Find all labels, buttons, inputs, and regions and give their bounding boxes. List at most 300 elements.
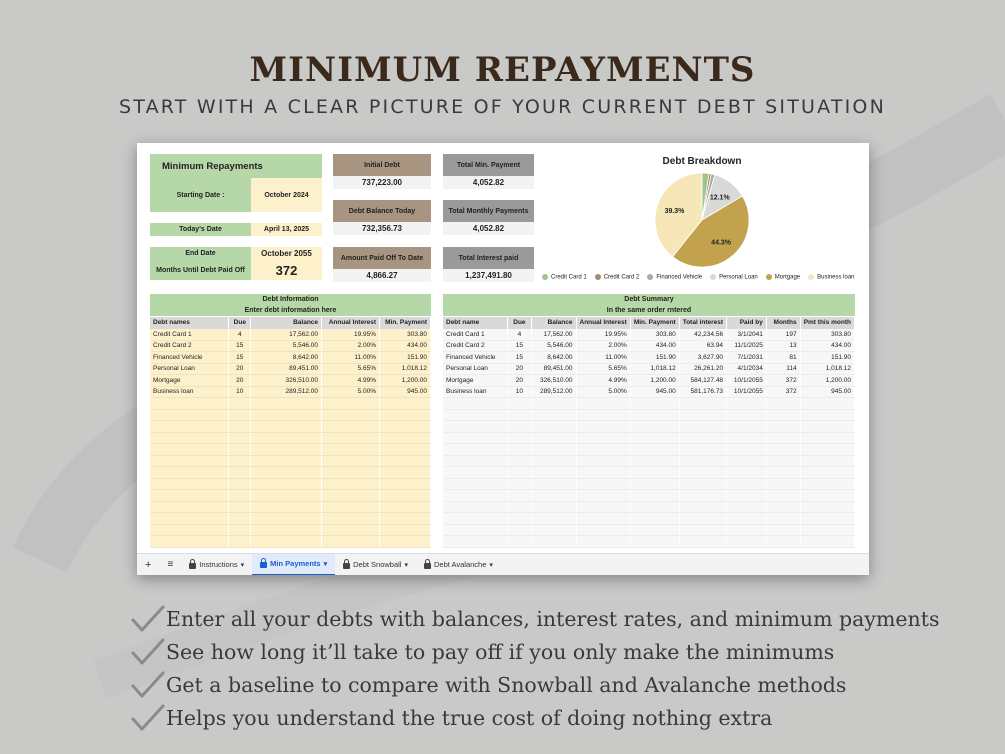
debt-summary-empty-cell[interactable] (766, 444, 800, 456)
debt-info-empty-cell[interactable] (150, 524, 229, 536)
debt-info-empty-cell[interactable] (251, 455, 322, 467)
debt-info-empty-cell[interactable] (229, 432, 251, 444)
debt-summary-empty-cell[interactable] (508, 421, 532, 433)
debt-info-cell[interactable]: 5.00% (322, 386, 380, 398)
debt-summary-cell[interactable]: 3/1/2041 (727, 329, 767, 341)
debt-summary-cell[interactable]: 10 (508, 386, 532, 398)
debt-info-cell[interactable]: 1,018.12 (380, 363, 431, 375)
debt-summary-empty-cell[interactable] (443, 444, 508, 456)
empty-row (443, 513, 855, 525)
debt-info-cell[interactable]: Business loan (150, 386, 229, 398)
debt-info-empty-cell[interactable] (380, 444, 431, 456)
debt-summary-cell[interactable]: 434.00 (630, 340, 679, 352)
debt-info-cell[interactable]: 326,510.00 (251, 375, 322, 387)
debt-info-empty-cell[interactable] (150, 409, 229, 421)
debt-info-empty-cell[interactable] (322, 536, 380, 548)
todays-date-value: April 13, 2025 (251, 223, 322, 236)
debt-info-empty-cell[interactable] (229, 467, 251, 479)
debt-info-empty-cell[interactable] (229, 444, 251, 456)
debt-summary-cell[interactable]: 4.99% (576, 375, 630, 387)
debt-info-empty-cell[interactable] (322, 501, 380, 513)
debt-info-empty-cell[interactable] (322, 421, 380, 433)
empty-row (150, 536, 431, 548)
debt-summary-cell[interactable]: 581,176.73 (679, 386, 726, 398)
debt-summary-empty-cell[interactable] (766, 490, 800, 502)
debt-summary-col-header: Due (508, 317, 532, 329)
debt-info-empty-cell[interactable] (380, 536, 431, 548)
debt-summary-empty-cell[interactable] (800, 421, 854, 433)
chevron-down-icon[interactable]: ▾ (404, 561, 408, 569)
debt-info-cell[interactable]: 10 (229, 386, 251, 398)
debt-summary-empty-cell[interactable] (679, 421, 726, 433)
debt-summary-empty-cell[interactable] (508, 432, 532, 444)
debt-info-col-header: Annual Interest (322, 317, 380, 329)
tab-debt-snowball[interactable] (335, 554, 416, 576)
debt-summary-cell[interactable]: 584,127.48 (679, 375, 726, 387)
debt-info-empty-cell[interactable] (229, 490, 251, 502)
debt-summary-cell[interactable]: 151.90 (800, 352, 854, 364)
debt-summary-empty-cell[interactable] (727, 444, 767, 456)
feature-bullet (130, 635, 970, 668)
tab-instructions[interactable] (181, 554, 252, 576)
debt-info-empty-cell[interactable] (322, 513, 380, 525)
debt-info-empty-cell[interactable] (229, 398, 251, 410)
table-row (443, 363, 855, 375)
tab-min-payments[interactable] (252, 554, 335, 576)
debt-summary-empty-cell[interactable] (630, 444, 679, 456)
debt-summary-empty-cell[interactable] (531, 409, 576, 421)
debt-info-empty-cell[interactable] (229, 478, 251, 490)
debt-info-empty-cell[interactable] (322, 409, 380, 421)
debt-summary-empty-cell[interactable] (443, 513, 508, 525)
debt-info-empty-cell[interactable] (150, 536, 229, 548)
debt-summary-cell[interactable]: 1,200.00 (630, 375, 679, 387)
debt-summary-empty-cell[interactable] (531, 524, 576, 536)
debt-summary-cell[interactable]: 5.65% (576, 363, 630, 375)
debt-summary-empty-cell[interactable] (727, 409, 767, 421)
debt-info-empty-cell[interactable] (150, 513, 229, 525)
debt-summary-empty-cell[interactable] (766, 513, 800, 525)
debt-info-empty-cell[interactable] (322, 398, 380, 410)
debt-summary-empty-cell[interactable] (508, 444, 532, 456)
debt-info-empty-cell[interactable] (380, 478, 431, 490)
debt-info-cell[interactable]: 8,642.00 (251, 352, 322, 364)
debt-summary-cell[interactable]: 5,546.00 (531, 340, 576, 352)
debt-info-cell[interactable]: 89,451.00 (251, 363, 322, 375)
starting-date-value[interactable]: October 2024 (251, 178, 322, 212)
debt-info-empty-cell[interactable] (380, 524, 431, 536)
debt-info-cell[interactable]: 11.00% (322, 352, 380, 364)
debt-summary-empty-cell[interactable] (727, 536, 767, 548)
debt-summary-empty-cell[interactable] (531, 478, 576, 490)
debt-summary-empty-cell[interactable] (800, 501, 854, 513)
debt-summary-cell[interactable]: 10/1/2055 (727, 375, 767, 387)
debt-info-empty-cell[interactable] (380, 398, 431, 410)
debt-summary-cell[interactable]: 4/1/2034 (727, 363, 767, 375)
chevron-down-icon[interactable]: ▾ (489, 561, 493, 569)
debt-summary-cell[interactable]: 114 (766, 363, 800, 375)
debt-summary-cell[interactable]: 1,018.12 (800, 363, 854, 375)
debt-summary-empty-cell[interactable] (679, 524, 726, 536)
debt-summary-empty-cell[interactable] (679, 490, 726, 502)
debt-info-cell[interactable]: 945.00 (380, 386, 431, 398)
debt-summary-empty-cell[interactable] (727, 490, 767, 502)
debt-summary-empty-cell[interactable] (679, 444, 726, 456)
debt-summary-cell[interactable]: 42,234.56 (679, 329, 726, 341)
debt-summary-empty-cell[interactable] (443, 455, 508, 467)
debt-summary-cell[interactable]: 13 (766, 340, 800, 352)
legend-item (647, 274, 702, 281)
debt-summary-empty-cell[interactable] (531, 455, 576, 467)
debt-summary-empty-cell[interactable] (800, 455, 854, 467)
debt-summary-cell[interactable]: Personal Loan (443, 363, 508, 375)
debt-summary-empty-cell[interactable] (630, 490, 679, 502)
debt-summary-cell[interactable]: 1,200.00 (800, 375, 854, 387)
debt-info-empty-cell[interactable] (322, 432, 380, 444)
debt-summary-cell[interactable]: 303.80 (800, 329, 854, 341)
debt-info-empty-cell[interactable] (380, 455, 431, 467)
debt-summary-empty-cell[interactable] (800, 398, 854, 410)
debt-summary-empty-cell[interactable] (531, 398, 576, 410)
debt-summary-empty-cell[interactable] (576, 536, 630, 548)
debt-summary-empty-cell[interactable] (630, 409, 679, 421)
debt-summary-col-header: Paid by (727, 317, 767, 329)
debt-summary-empty-cell[interactable] (576, 444, 630, 456)
debt-summary-cell[interactable]: 20 (508, 375, 532, 387)
debt-info-cell[interactable]: 5.65% (322, 363, 380, 375)
debt-info-empty-cell[interactable] (229, 513, 251, 525)
debt-summary-cell[interactable]: 89,451.00 (531, 363, 576, 375)
debt-summary-empty-cell[interactable] (443, 432, 508, 444)
debt-summary-empty-cell[interactable] (531, 513, 576, 525)
debt-summary-empty-cell[interactable] (800, 444, 854, 456)
debt-summary-empty-cell[interactable] (508, 467, 532, 479)
debt-summary-empty-cell[interactable] (727, 524, 767, 536)
debt-info-empty-cell[interactable] (322, 478, 380, 490)
debt-summary-empty-cell[interactable] (508, 478, 532, 490)
debt-info-empty-cell[interactable] (251, 524, 322, 536)
tab-label: Instructions (199, 560, 238, 569)
debt-info-empty-cell[interactable] (251, 501, 322, 513)
debt-info-empty-cell[interactable] (150, 467, 229, 479)
debt-summary-empty-cell[interactable] (727, 513, 767, 525)
debt-summary-cell[interactable]: 81 (766, 352, 800, 364)
spreadsheet-window (137, 143, 869, 575)
debt-info-cell[interactable]: 20 (229, 363, 251, 375)
debt-summary-empty-cell[interactable] (576, 398, 630, 410)
debt-info-cell[interactable]: 4.99% (322, 375, 380, 387)
debt-info-cell[interactable]: Credit Card 1 (150, 329, 229, 341)
debt-summary-empty-cell[interactable] (576, 421, 630, 433)
debt-info-empty-cell[interactable] (229, 455, 251, 467)
debt-summary-cell[interactable]: Credit Card 2 (443, 340, 508, 352)
debt-info-cell[interactable]: Mortgage (150, 375, 229, 387)
debt-summary-cell[interactable]: 5.00% (576, 386, 630, 398)
debt-summary-cell[interactable]: 63.94 (679, 340, 726, 352)
debt-summary-empty-cell[interactable] (443, 478, 508, 490)
debt-info-empty-cell[interactable] (150, 398, 229, 410)
debt-summary-empty-cell[interactable] (727, 398, 767, 410)
debt-summary-empty-cell[interactable] (443, 398, 508, 410)
debt-summary-empty-cell[interactable] (576, 409, 630, 421)
debt-info-empty-cell[interactable] (380, 501, 431, 513)
debt-info-cell[interactable]: 15 (229, 340, 251, 352)
debt-summary-empty-cell[interactable] (630, 467, 679, 479)
debt-info-cell[interactable]: 5,546.00 (251, 340, 322, 352)
debt-summary-empty-cell[interactable] (630, 398, 679, 410)
debt-info-empty-cell[interactable] (150, 432, 229, 444)
debt-summary-empty-cell[interactable] (800, 409, 854, 421)
debt-summary-empty-cell[interactable] (531, 432, 576, 444)
debt-summary-cell[interactable]: 7/1/2031 (727, 352, 767, 364)
debt-info-empty-cell[interactable] (251, 478, 322, 490)
debt-summary-empty-cell[interactable] (766, 524, 800, 536)
debt-summary-empty-cell[interactable] (508, 501, 532, 513)
debt-summary-cell[interactable]: 372 (766, 386, 800, 398)
debt-summary-cell[interactable]: 372 (766, 375, 800, 387)
empty-row (443, 455, 855, 467)
debt-info-cell[interactable]: 303.80 (380, 329, 431, 341)
debt-summary-empty-cell[interactable] (679, 513, 726, 525)
debt-summary-empty-cell[interactable] (508, 455, 532, 467)
debt-summary-cell[interactable]: 945.00 (800, 386, 854, 398)
debt-info-empty-cell[interactable] (380, 432, 431, 444)
debt-summary-empty-cell[interactable] (576, 467, 630, 479)
debt-summary-empty-cell[interactable] (443, 467, 508, 479)
debt-summary-empty-cell[interactable] (630, 478, 679, 490)
debt-summary-cell[interactable]: 10/1/2055 (727, 386, 767, 398)
debt-summary-empty-cell[interactable] (576, 524, 630, 536)
debt-summary-cell[interactable]: Credit Card 1 (443, 329, 508, 341)
sheet-title: Minimum Repayments (162, 160, 263, 172)
empty-row (150, 409, 431, 421)
debt-summary-empty-cell[interactable] (679, 501, 726, 513)
debt-summary-empty-cell[interactable] (576, 490, 630, 502)
legend-label: Business loan (817, 274, 855, 281)
debt-info-empty-cell[interactable] (150, 490, 229, 502)
debt-summary-empty-cell[interactable] (800, 490, 854, 502)
chevron-down-icon[interactable]: ▾ (240, 561, 245, 569)
debt-summary-empty-cell[interactable] (576, 513, 630, 525)
debt-info-cell[interactable]: 19.95% (322, 329, 380, 341)
debt-summary-empty-cell[interactable] (531, 536, 576, 548)
debt-info-cell[interactable]: 15 (229, 352, 251, 364)
debt-info-cell[interactable]: 20 (229, 375, 251, 387)
debt-summary-empty-cell[interactable] (800, 478, 854, 490)
total-monthly-value: 4,052.82 (443, 222, 534, 235)
debt-summary-empty-cell[interactable] (576, 455, 630, 467)
debt-summary-cell[interactable]: 326,510.00 (531, 375, 576, 387)
debt-summary-empty-cell[interactable] (630, 513, 679, 525)
debt-info-empty-cell[interactable] (322, 490, 380, 502)
debt-summary-empty-cell[interactable] (443, 409, 508, 421)
debt-summary-empty-cell[interactable] (443, 501, 508, 513)
starting-date-label: Starting Date : (150, 178, 251, 212)
debt-info-empty-cell[interactable] (229, 536, 251, 548)
debt-summary-empty-cell[interactable] (679, 455, 726, 467)
debt-summary-empty-cell[interactable] (630, 501, 679, 513)
debt-summary-empty-cell[interactable] (679, 432, 726, 444)
debt-info-cell[interactable]: 17,562.00 (251, 329, 322, 341)
empty-row (150, 421, 431, 433)
debt-info-empty-cell[interactable] (251, 513, 322, 525)
debt-summary-cell[interactable]: 20 (508, 363, 532, 375)
debt-summary-empty-cell[interactable] (679, 478, 726, 490)
debt-summary-cell[interactable]: 289,512.00 (531, 386, 576, 398)
debt-info-empty-cell[interactable] (380, 421, 431, 433)
debt-summary-empty-cell[interactable] (679, 536, 726, 548)
legend-item (808, 274, 854, 281)
debt-info-empty-cell[interactable] (150, 421, 229, 433)
debt-info-empty-cell[interactable] (251, 398, 322, 410)
debt-summary-empty-cell[interactable] (800, 467, 854, 479)
debt-summary-cell[interactable]: 8,642.00 (531, 352, 576, 364)
debt-summary-cell[interactable]: Business loan (443, 386, 508, 398)
debt-info-cell[interactable]: 289,512.00 (251, 386, 322, 398)
tab-debt-avalanche[interactable] (416, 554, 501, 576)
debt-info-empty-cell[interactable] (251, 421, 322, 433)
debt-info-empty-cell[interactable] (229, 524, 251, 536)
debt-summary-empty-cell[interactable] (630, 536, 679, 548)
debt-summary-empty-cell[interactable] (630, 432, 679, 444)
debt-summary-empty-cell[interactable] (766, 398, 800, 410)
debt-summary-empty-cell[interactable] (508, 409, 532, 421)
debt-info-empty-cell[interactable] (150, 501, 229, 513)
debt-summary-empty-cell[interactable] (800, 536, 854, 548)
debt-summary-header: Debt Summary (443, 294, 855, 305)
debt-summary-empty-cell[interactable] (576, 501, 630, 513)
debt-info-cell[interactable]: 1,200.00 (380, 375, 431, 387)
debt-summary-empty-cell[interactable] (630, 455, 679, 467)
debt-summary-cell[interactable]: 26,261.20 (679, 363, 726, 375)
debt-summary-empty-cell[interactable] (679, 398, 726, 410)
debt-info-empty-cell[interactable] (150, 455, 229, 467)
debt-summary-cell[interactable]: 945.00 (630, 386, 679, 398)
debt-summary-empty-cell[interactable] (531, 490, 576, 502)
debt-summary-empty-cell[interactable] (531, 467, 576, 479)
debt-summary-empty-cell[interactable] (727, 467, 767, 479)
debt-summary-empty-cell[interactable] (576, 478, 630, 490)
debt-summary-empty-cell[interactable] (443, 524, 508, 536)
debt-info-cell[interactable]: Financed Vehicle (150, 352, 229, 364)
debt-summary-empty-cell[interactable] (766, 409, 800, 421)
debt-summary-empty-cell[interactable] (443, 536, 508, 548)
debt-summary-cell[interactable]: 1,018.12 (630, 363, 679, 375)
debt-summary-empty-cell[interactable] (727, 421, 767, 433)
debt-summary-empty-cell[interactable] (766, 432, 800, 444)
debt-info-empty-cell[interactable] (380, 490, 431, 502)
debt-summary-empty-cell[interactable] (727, 501, 767, 513)
debt-info-cell[interactable]: 434.00 (380, 340, 431, 352)
debt-summary-empty-cell[interactable] (630, 421, 679, 433)
debt-summary-empty-cell[interactable] (443, 490, 508, 502)
add-sheet-button[interactable]: + (145, 558, 152, 571)
debt-summary-empty-cell[interactable] (766, 536, 800, 548)
debt-summary-cell[interactable]: 11/1/2025 (727, 340, 767, 352)
debt-summary-cell[interactable]: 197 (766, 329, 800, 341)
debt-summary-empty-cell[interactable] (679, 467, 726, 479)
debt-info-empty-cell[interactable] (150, 444, 229, 456)
chevron-down-icon[interactable]: ▾ (323, 560, 328, 568)
debt-summary-empty-cell[interactable] (508, 536, 532, 548)
debt-summary-empty-cell[interactable] (508, 524, 532, 536)
debt-info-empty-cell[interactable] (322, 467, 380, 479)
debt-summary-empty-cell[interactable] (508, 490, 532, 502)
debt-info-empty-cell[interactable] (251, 409, 322, 421)
debt-summary-cell[interactable]: 4 (508, 329, 532, 341)
debt-info-cell[interactable]: Credit Card 2 (150, 340, 229, 352)
debt-info-empty-cell[interactable] (380, 467, 431, 479)
debt-info-empty-cell[interactable] (322, 524, 380, 536)
debt-summary-empty-cell[interactable] (531, 421, 576, 433)
debt-summary-empty-cell[interactable] (766, 467, 800, 479)
debt-info-empty-cell[interactable] (380, 409, 431, 421)
debt-info-empty-cell[interactable] (229, 501, 251, 513)
debt-summary-empty-cell[interactable] (766, 478, 800, 490)
debt-summary-cell[interactable]: 15 (508, 352, 532, 364)
debt-summary-cell[interactable]: 2.00% (576, 340, 630, 352)
debt-summary-cell[interactable]: 3,627.90 (679, 352, 726, 364)
debt-summary-empty-cell[interactable] (531, 501, 576, 513)
debt-summary-empty-cell[interactable] (508, 513, 532, 525)
all-sheets-button[interactable]: ≡ (167, 559, 174, 570)
debt-summary-empty-cell[interactable] (679, 409, 726, 421)
debt-summary-cell[interactable]: 19.95% (576, 329, 630, 341)
debt-summary-cell[interactable]: 151.90 (630, 352, 679, 364)
debt-summary-cell[interactable]: Financed Vehicle (443, 352, 508, 364)
debt-summary-empty-cell[interactable] (576, 432, 630, 444)
debt-summary-empty-cell[interactable] (443, 421, 508, 433)
feature-text: See how long it’ll take to pay off if you only make the minimums (166, 639, 835, 664)
debt-summary-cell[interactable]: 15 (508, 340, 532, 352)
debt-summary-empty-cell[interactable] (766, 455, 800, 467)
debt-info-cell[interactable]: 4 (229, 329, 251, 341)
debt-summary-empty-cell[interactable] (727, 455, 767, 467)
debt-summary-cell[interactable]: 17,562.00 (531, 329, 576, 341)
debt-summary-empty-cell[interactable] (800, 524, 854, 536)
debt-summary-empty-cell[interactable] (630, 524, 679, 536)
debt-info-cell[interactable]: 151.90 (380, 352, 431, 364)
debt-info-empty-cell[interactable] (380, 513, 431, 525)
debt-summary-empty-cell[interactable] (800, 513, 854, 525)
debt-info-empty-cell[interactable] (251, 536, 322, 548)
debt-summary-cell[interactable]: Mortgage (443, 375, 508, 387)
debt-info-empty-cell[interactable] (251, 444, 322, 456)
debt-summary-col-header: Balance (531, 317, 576, 329)
debt-summary-empty-cell[interactable] (766, 421, 800, 433)
debt-summary-empty-cell[interactable] (800, 432, 854, 444)
debt-summary-empty-cell[interactable] (727, 432, 767, 444)
empty-row (150, 398, 431, 410)
debt-summary-cell[interactable]: 303.80 (630, 329, 679, 341)
debt-summary-empty-cell[interactable] (766, 501, 800, 513)
debt-info-empty-cell[interactable] (322, 444, 380, 456)
debt-info-empty-cell[interactable] (251, 490, 322, 502)
debt-info-empty-cell[interactable] (322, 455, 380, 467)
debt-summary-empty-cell[interactable] (531, 444, 576, 456)
debt-info-empty-cell[interactable] (251, 467, 322, 479)
debt-summary-empty-cell[interactable] (727, 478, 767, 490)
debt-info-cell[interactable]: 2.00% (322, 340, 380, 352)
debt-info-empty-cell[interactable] (251, 432, 322, 444)
debt-summary-cell[interactable]: 434.00 (800, 340, 854, 352)
debt-info-empty-cell[interactable] (150, 478, 229, 490)
debt-summary-empty-cell[interactable] (508, 398, 532, 410)
debt-info-empty-cell[interactable] (229, 421, 251, 433)
debt-summary-cell[interactable]: 11.00% (576, 352, 630, 364)
debt-info-empty-cell[interactable] (229, 409, 251, 421)
debt-info-cell[interactable]: Personal Loan (150, 363, 229, 375)
